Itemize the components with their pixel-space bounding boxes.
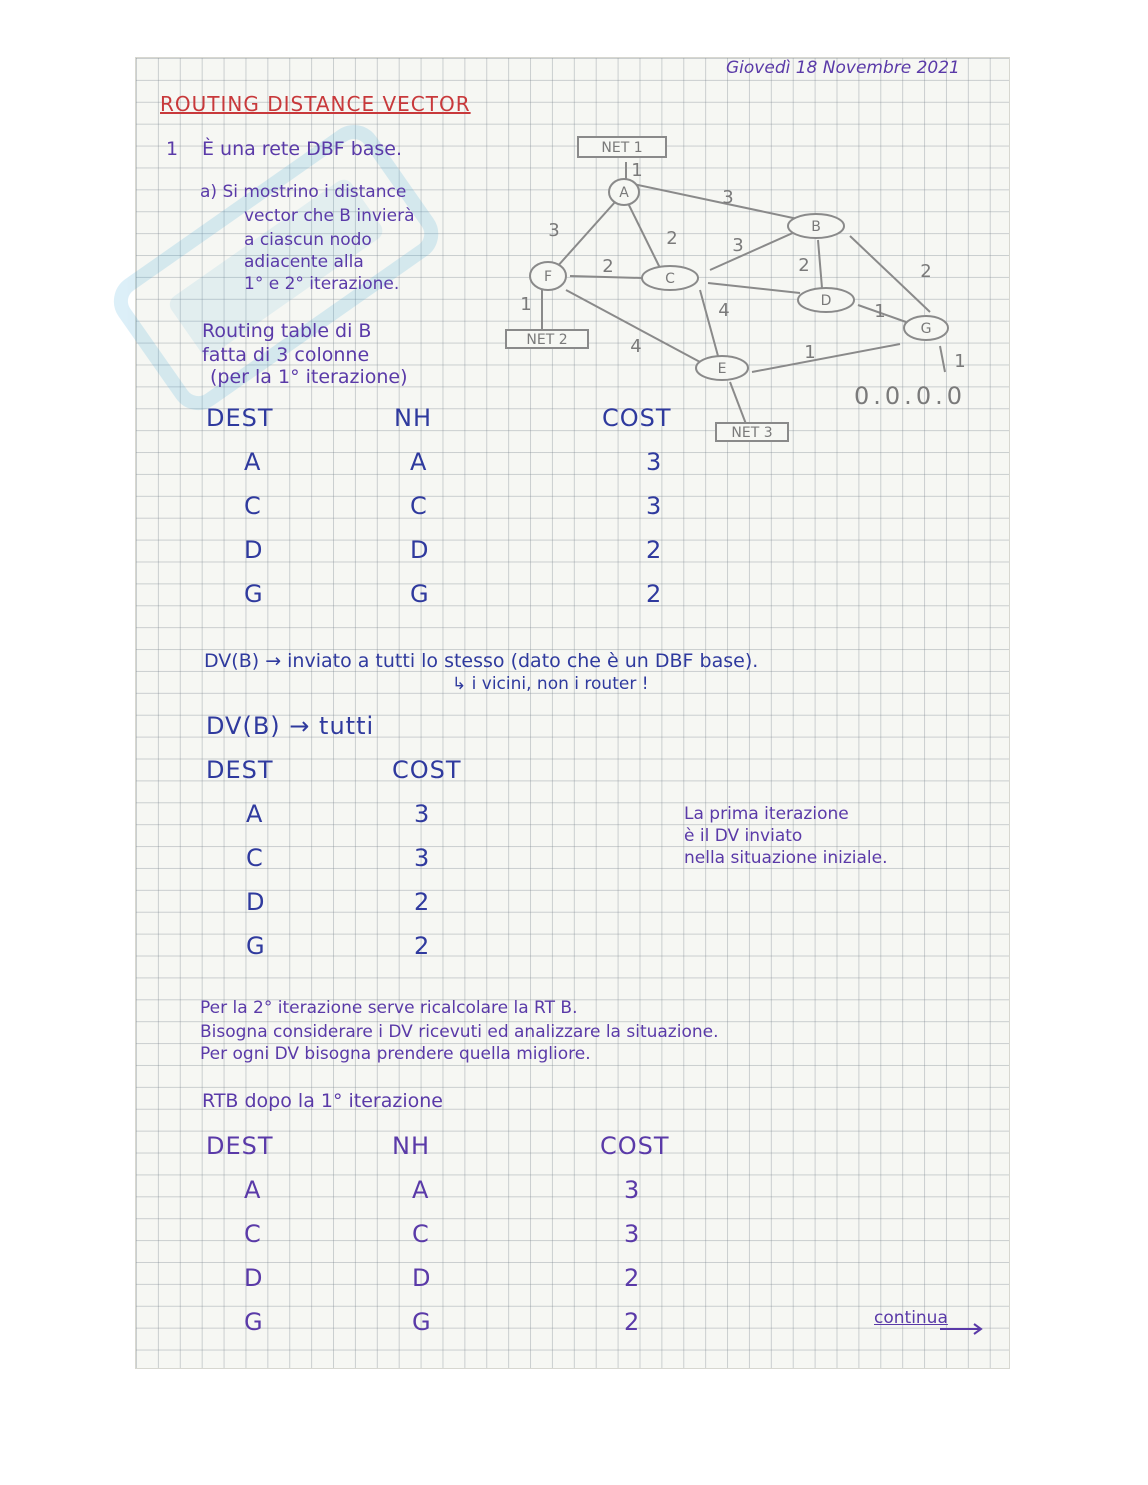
node-f-label: F xyxy=(543,269,553,285)
table2-title: RTB dopo la 1° iterazione xyxy=(202,1090,443,1112)
dv-table-title: DV(B) → tutti xyxy=(206,712,375,740)
cost-f-net2: 1 xyxy=(520,294,532,315)
table1-cell: G xyxy=(244,580,263,608)
cost-c-e: 4 xyxy=(718,300,730,321)
table2-cell: A xyxy=(412,1176,429,1204)
paragraph-line: Bisogna considerare i DV ricevuti ed analizzare la situazione. xyxy=(200,1022,719,1042)
table2-header-dest: DEST xyxy=(206,1132,274,1160)
table1-cell: C xyxy=(244,492,261,520)
cost-b-d: 2 xyxy=(798,255,810,276)
side-note-line: è il DV inviato xyxy=(684,826,803,846)
node-d-label: D xyxy=(820,293,832,309)
node-c-label: C xyxy=(665,271,675,287)
dv-header-cost: COST xyxy=(392,756,462,784)
table1-cell: C xyxy=(410,492,427,520)
table2-cell: C xyxy=(412,1220,429,1248)
table2-header-cost: COST xyxy=(600,1132,670,1160)
cost-a-c: 2 xyxy=(666,228,678,249)
dv-cell: C xyxy=(246,844,263,872)
network-diagram xyxy=(0,0,1148,460)
dv-cell: 2 xyxy=(414,888,430,916)
dv-cell: D xyxy=(246,888,265,916)
table2-cell: 3 xyxy=(624,1220,640,1248)
paragraph-line: Per ogni DV bisogna prendere quella migliore. xyxy=(200,1044,591,1064)
dv-note-line1: DV(B) → inviato a tutti lo stesso (dato che è un DBF base). xyxy=(204,650,759,672)
arrow-right-icon xyxy=(940,1322,984,1336)
net3-label: NET 3 xyxy=(731,425,773,441)
cost-g-out: 1 xyxy=(954,351,966,372)
dv-cell: 3 xyxy=(414,844,430,872)
table2-header-nh: NH xyxy=(392,1132,430,1160)
table2-cell: 2 xyxy=(624,1308,640,1336)
cost-c-b: 3 xyxy=(732,235,744,256)
cost-b-g: 2 xyxy=(920,261,932,282)
table2-cell: G xyxy=(412,1308,431,1336)
table2-cell: 2 xyxy=(624,1264,640,1292)
address-label: 0.0.0.0 xyxy=(854,382,966,410)
dv-cell: 2 xyxy=(414,932,430,960)
routing-note-line: Routing table di B xyxy=(202,320,372,342)
table2-cell: A xyxy=(244,1176,261,1204)
node-a-label: A xyxy=(619,185,629,201)
exercise-number: 1 xyxy=(166,138,179,160)
table1-cell: A xyxy=(410,448,427,476)
node-g-label: G xyxy=(920,321,932,337)
node-b-label: B xyxy=(811,219,821,235)
table1-cell: D xyxy=(410,536,429,564)
side-note-line: La prima iterazione xyxy=(684,804,849,824)
routing-note-line: fatta di 3 colonne xyxy=(202,344,370,366)
table2-cell: C xyxy=(244,1220,261,1248)
table2-cell: D xyxy=(244,1264,263,1292)
date-label: Giovedì 18 Novembre 2021 xyxy=(726,58,960,78)
cost-e-g: 1 xyxy=(804,342,816,363)
cost-a-net1: 1 xyxy=(631,160,643,181)
page-title: ROUTING DISTANCE VECTOR xyxy=(160,92,471,116)
cost-d-g: 1 xyxy=(874,301,886,322)
table1-cell: 2 xyxy=(646,536,662,564)
part-a-line: vector che B invierà xyxy=(244,206,415,226)
paragraph-line: Per la 2° iterazione serve ricalcolare la RT B. xyxy=(200,998,578,1018)
table2-cell: 3 xyxy=(624,1176,640,1204)
table1-cell: D xyxy=(244,536,263,564)
routing-note-line: (per la 1° iterazione) xyxy=(210,366,408,388)
dv-cell: 3 xyxy=(414,800,430,828)
dv-header-dest: DEST xyxy=(206,756,274,784)
table1-header-cost: COST xyxy=(602,404,672,432)
continue-label: continua xyxy=(874,1308,948,1328)
table2-cell: D xyxy=(412,1264,431,1292)
table1-cell: G xyxy=(410,580,429,608)
dv-note-line2: ↳ i vicini, non i router ! xyxy=(452,674,649,694)
dv-cell: A xyxy=(246,800,263,828)
node-e-label: E xyxy=(717,361,727,377)
cost-f-e: 4 xyxy=(630,336,642,357)
cost-a-f: 3 xyxy=(548,220,560,241)
part-a-line: a ciascun nodo xyxy=(244,230,372,250)
side-note-line: nella situazione iniziale. xyxy=(684,848,888,868)
part-a-line: adiacente alla xyxy=(244,252,364,272)
part-a-line: 1° e 2° iterazione. xyxy=(244,274,400,294)
table1-cell: A xyxy=(244,448,261,476)
table1-cell: 2 xyxy=(646,580,662,608)
table1-cell: 3 xyxy=(646,448,662,476)
table1-header-dest: DEST xyxy=(206,404,274,432)
net2-label: NET 2 xyxy=(526,332,568,348)
cost-a-b: 3 xyxy=(722,187,734,208)
exercise-statement: È una rete DBF base. xyxy=(202,138,403,160)
net1-label: NET 1 xyxy=(601,140,643,156)
dv-cell: G xyxy=(246,932,265,960)
table1-cell: 3 xyxy=(646,492,662,520)
table1-header-nh: NH xyxy=(394,404,432,432)
table2-cell: G xyxy=(244,1308,263,1336)
cost-f-c: 2 xyxy=(602,256,614,277)
part-a-line: a) Si mostrino i distance xyxy=(200,182,407,202)
